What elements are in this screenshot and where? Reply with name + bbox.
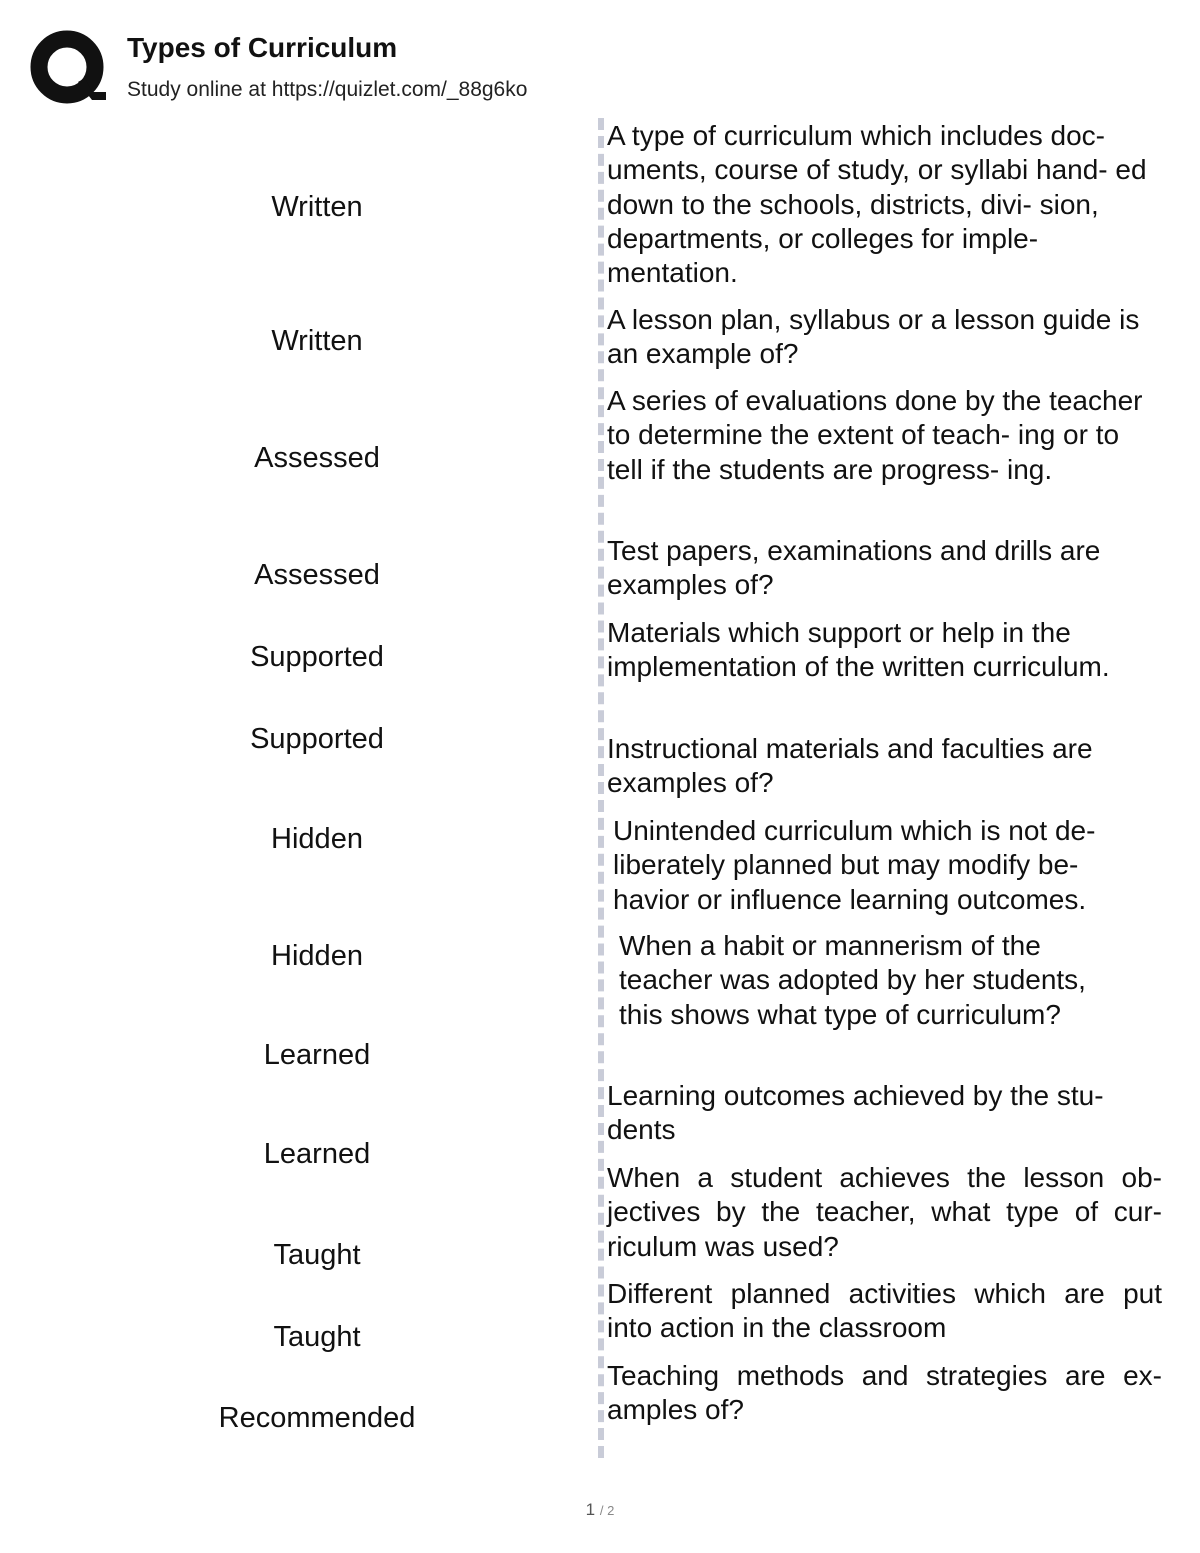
term-text: Taught bbox=[273, 1321, 361, 1353]
definition-text: Materials which support or help in the implementation of the written curriculum. bbox=[607, 617, 1110, 683]
definition-text: Teaching methods and strategies are ex- amples of? bbox=[607, 1360, 1162, 1426]
term-text: Assessed bbox=[254, 559, 380, 591]
page-number bbox=[0, 1500, 1200, 1520]
definition-text: Learning outcomes achieved by the stu- dents bbox=[607, 1080, 1104, 1146]
quizlet-logo-icon bbox=[30, 30, 106, 106]
study-online-link[interactable]: Study online at https://quizlet.com/_88g6ko bbox=[127, 78, 528, 101]
definition-text: When a student achieves the lesson ob- jectives by the teacher, what type of cur- riculum was used? bbox=[607, 1162, 1162, 1262]
term-text: Hidden bbox=[271, 823, 363, 855]
term-text: Learned bbox=[263, 1138, 371, 1170]
definition-text: When a habit or mannerism of the teacher was adopted by her students, this shows what type of curriculum? bbox=[619, 930, 1086, 1030]
term-text: Written bbox=[271, 325, 363, 357]
term-text: Hidden bbox=[271, 940, 363, 972]
term-text: Assessed bbox=[254, 442, 380, 474]
term-text: Written bbox=[271, 191, 363, 223]
definition-text: A type of curriculum which includes doc- uments, course of study, or syllabi hand- ed down to the schools, districts, divi- sion, departments, or colleges for imple- mentation. bbox=[607, 120, 1147, 289]
page-current: 1 bbox=[585, 1500, 596, 1519]
term-text: Supported bbox=[250, 723, 384, 755]
term-text: Learned bbox=[263, 1039, 371, 1071]
term-text: Supported bbox=[250, 641, 384, 673]
column-divider bbox=[598, 118, 604, 1458]
page-total: / 2 bbox=[599, 1503, 615, 1518]
term-text: Taught bbox=[273, 1239, 361, 1271]
page-title: Types of Curriculum bbox=[127, 32, 398, 63]
definition-text: Test papers, examinations and drills are examples of? bbox=[607, 535, 1101, 601]
definition-text: Different planned activities which are put into action in the classroom bbox=[607, 1278, 1162, 1344]
definition-text: Instructional materials and faculties are examples of? bbox=[607, 733, 1093, 799]
definition-text: A lesson plan, syllabus or a lesson guide is an example of? bbox=[607, 304, 1140, 370]
definition-text: Unintended curriculum which is not de- liberately planned but may modify be- havior or influence learning outcomes. bbox=[613, 815, 1096, 915]
term-text: Recommended bbox=[218, 1402, 416, 1434]
definition-text: A series of evaluations done by the teacher to determine the extent of teach- ing or to tell if the students are progress- ing. bbox=[607, 385, 1143, 485]
